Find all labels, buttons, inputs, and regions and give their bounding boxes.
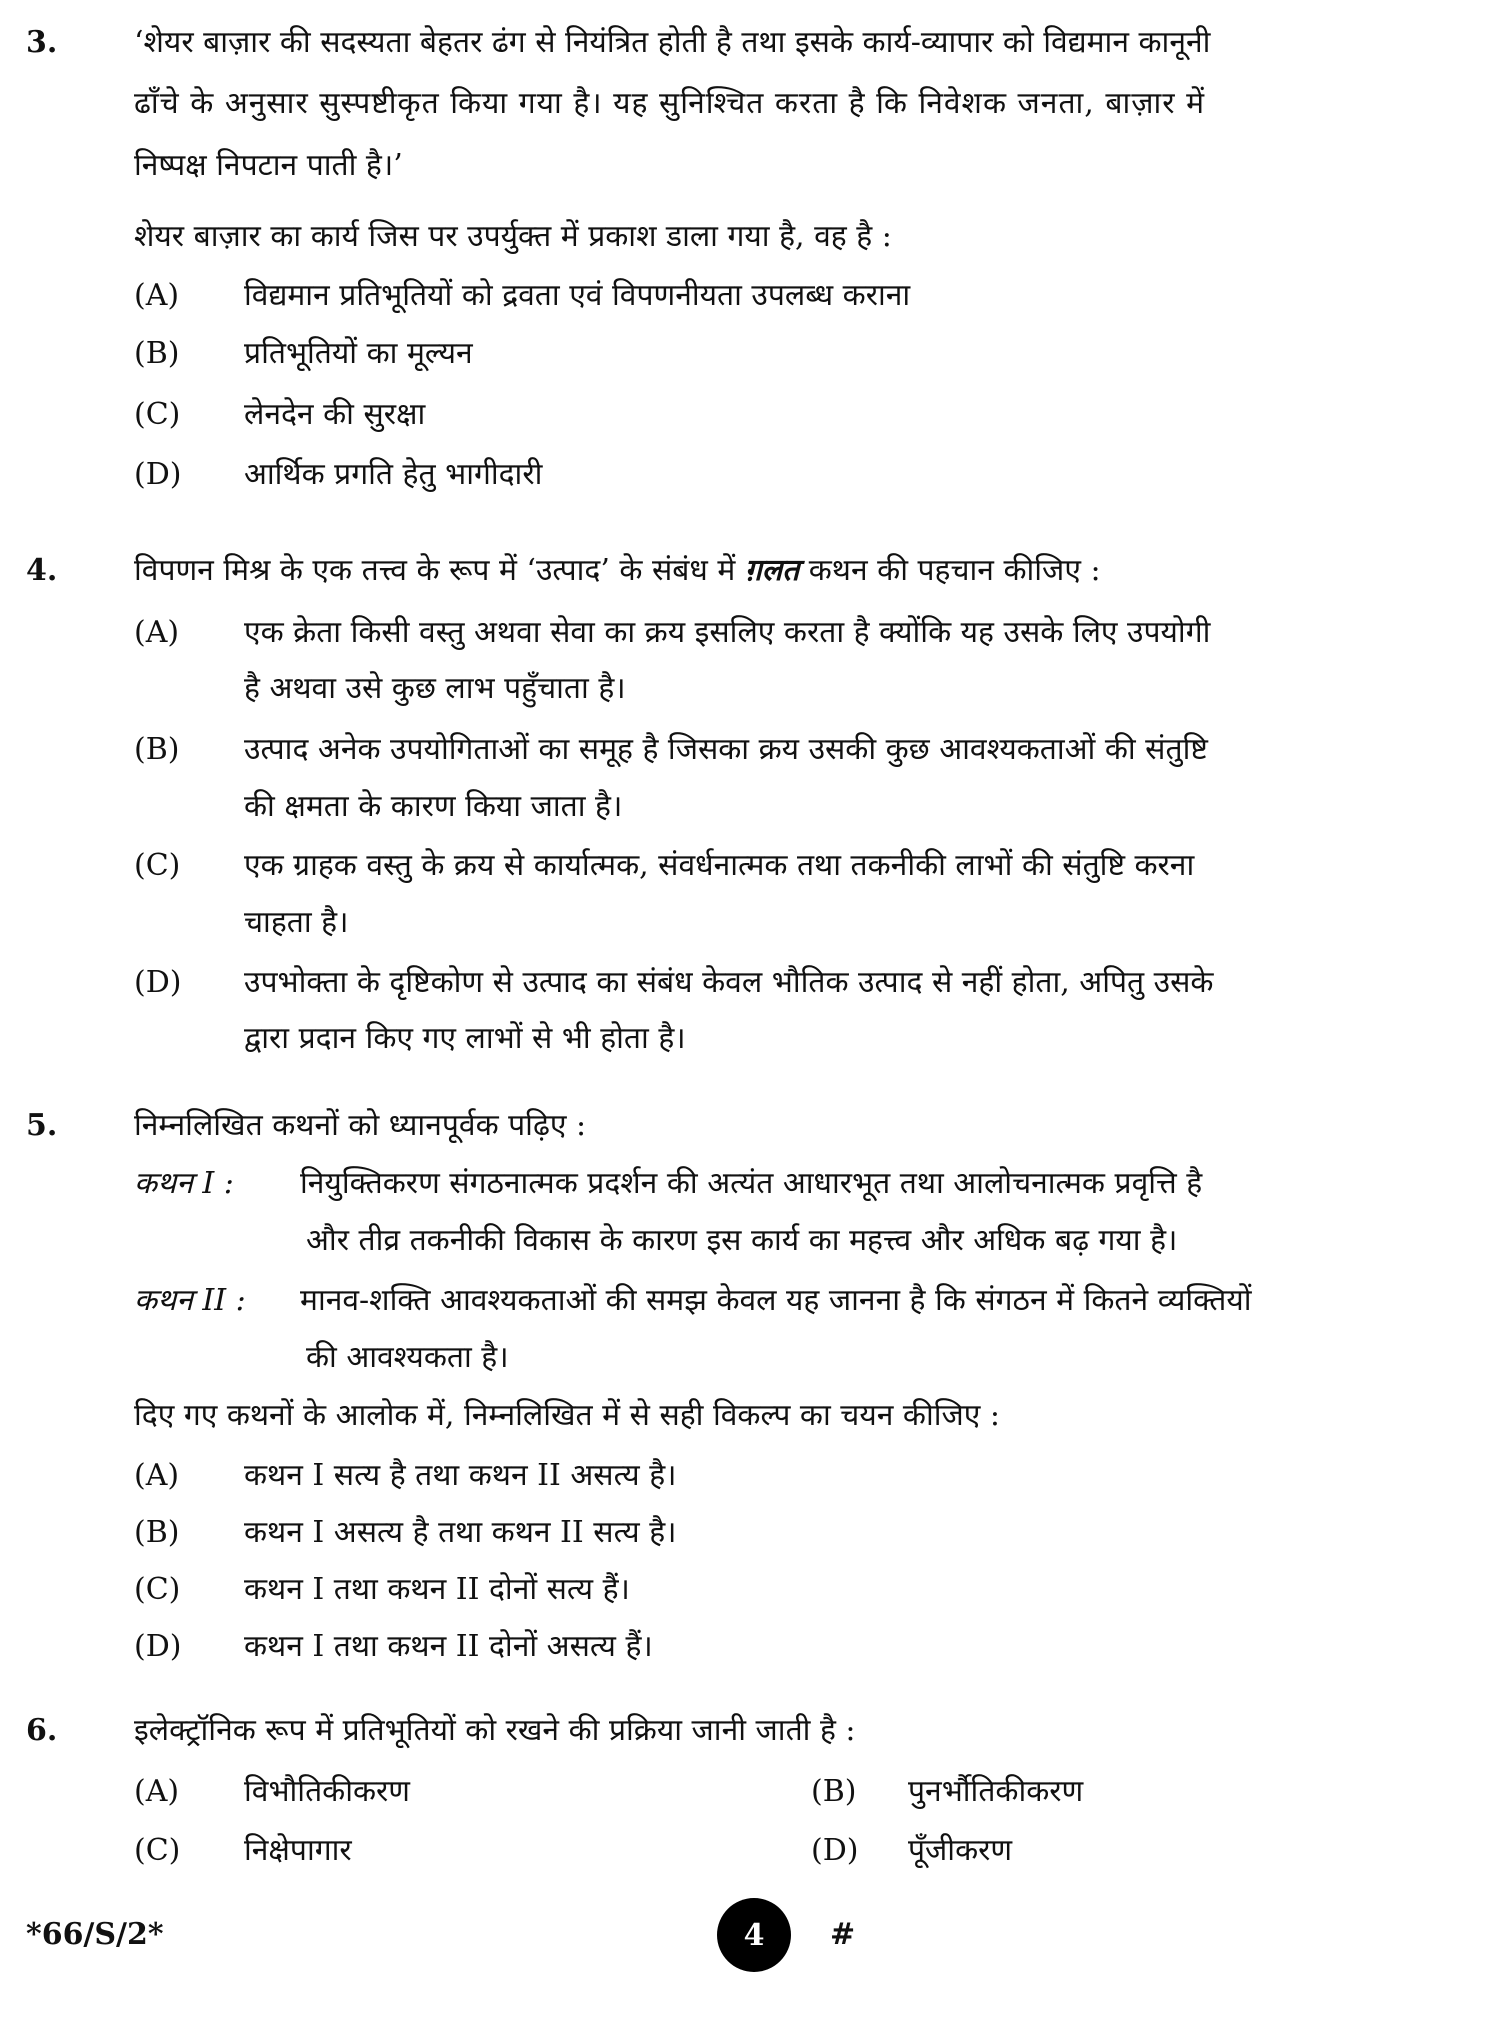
question-intro: निम्नलिखित कथनों को ध्यानपूर्वक पढ़िए : xyxy=(134,1108,587,1143)
question-number: 3. xyxy=(26,25,58,60)
stem-emphasis: ग़लत xyxy=(744,553,800,588)
option-text: विद्यमान प्रतिभूतियों को द्रवता एवं विपणनीयता उपलब्ध कराना xyxy=(244,278,911,313)
option-label: (B) xyxy=(134,732,180,767)
option-text: कथन I सत्य है तथा कथन II असत्य है। xyxy=(244,1458,677,1493)
statement-text-line: की आवश्यकता है। xyxy=(306,1340,509,1375)
question-stem xyxy=(134,551,1101,591)
option-label: (D) xyxy=(134,457,182,492)
statement-text-line: और तीव्र तकनीकी विकास के कारण इस कार्य का महत्त्व और अधिक बढ़ गया है। xyxy=(306,1223,1178,1258)
question-text-line: ‘शेयर बाज़ार की सदस्यता बेहतर ढंग से नियंत्रित होती है तथा इसके कार्य-व्यापार को विद्यमान कानूनी xyxy=(134,25,1211,60)
option-text: कथन I तथा कथन II दोनों सत्य हैं। xyxy=(244,1572,630,1607)
stem-before: विपणन मिश्र के एक तत्त्व के रूप में ‘उत्पाद’ के संबंध में xyxy=(134,553,745,588)
option-label: (D) xyxy=(134,965,182,1000)
option-label: (B) xyxy=(134,1515,180,1550)
option-label: (A) xyxy=(134,615,180,650)
option-text: कथन I असत्य है तथा कथन II सत्य है। xyxy=(244,1515,677,1550)
question-number: 6. xyxy=(26,1713,58,1748)
option-text: निक्षेपागार xyxy=(244,1833,352,1868)
option-label: (C) xyxy=(134,848,181,883)
option-label: (C) xyxy=(134,397,181,432)
option-label: (B) xyxy=(134,336,180,371)
option-text-line: एक क्रेता किसी वस्तु अथवा सेवा का क्रय इसलिए करता है क्योंकि यह उसके लिए उपयोगी xyxy=(244,615,1211,650)
option-label: (B) xyxy=(811,1774,857,1809)
option-label: (A) xyxy=(134,278,180,313)
question-stem: शेयर बाज़ार का कार्य जिस पर उपर्युक्त में प्रकाश डाला गया है, वह है : xyxy=(134,219,892,254)
question-text-line: ढाँचे के अनुसार सुस्पष्टीकृत किया गया है। यह सुनिश्चित करता है कि निवेशक जनता, बाज़ार में xyxy=(134,86,1206,121)
option-text: कथन I तथा कथन II दोनों असत्य हैं। xyxy=(244,1629,653,1664)
option-label: (D) xyxy=(134,1629,182,1664)
option-text-line: चाहता है। xyxy=(244,905,349,940)
question-text-line: निष्पक्ष निपटान पाती है।’ xyxy=(134,148,403,183)
option-text-line: उपभोक्ता के दृष्टिकोण से उत्पाद का संबंध केवल भौतिक उत्पाद से नहीं होता, अपितु उसके xyxy=(244,965,1214,1000)
option-text-line: है अथवा उसे कुछ लाभ पहुँचाता है। xyxy=(244,671,626,706)
option-label: (C) xyxy=(134,1572,181,1607)
page-number-badge xyxy=(717,1898,791,1972)
option-label: (C) xyxy=(134,1833,181,1868)
hash-mark: # xyxy=(830,1917,856,1952)
question-stem: इलेक्ट्रॉनिक रूप में प्रतिभूतियों को रखने की प्रक्रिया जानी जाती है : xyxy=(134,1713,856,1748)
statement-label: कथन I : xyxy=(134,1166,234,1201)
option-label: (D) xyxy=(811,1833,859,1868)
option-text: पुनर्भौतिकीकरण xyxy=(908,1774,1084,1809)
option-text-line: उत्पाद अनेक उपयोगिताओं का समूह है जिसका क्रय उसकी कुछ आवश्यकताओं की संतुष्टि xyxy=(244,732,1208,767)
option-label: (A) xyxy=(134,1774,180,1809)
option-text: लेनदेन की सुरक्षा xyxy=(244,397,426,432)
option-text-line: द्वारा प्रदान किए गए लाभों से भी होता है। xyxy=(244,1021,686,1056)
option-text-line: की क्षमता के कारण किया जाता है। xyxy=(244,789,623,824)
option-text-line: एक ग्राहक वस्तु के क्रय से कार्यात्मक, संवर्धनात्मक तथा तकनीकी लाभों की संतुष्टि करना xyxy=(244,848,1195,883)
question-number: 5. xyxy=(26,1108,58,1143)
page-number: 4 xyxy=(743,1917,765,1953)
question-number: 4. xyxy=(26,553,58,588)
statement-text-line: मानव-शक्ति आवश्यकताओं की समझ केवल यह जानना है कि संगठन में कितने व्यक्तियों xyxy=(300,1283,1252,1318)
option-text: प्रतिभूतियों का मूल्यन xyxy=(244,336,473,371)
statement-label: कथन II : xyxy=(134,1283,246,1318)
stem-after: कथन की पहचान कीजिए : xyxy=(799,553,1101,588)
option-text: विभौतिकीकरण xyxy=(244,1774,410,1809)
option-text: पूँजीकरण xyxy=(908,1833,1013,1868)
statement-text-line: नियुक्तिकरण संगठनात्मक प्रदर्शन की अत्यंत आधारभूत तथा आलोचनात्मक प्रवृत्ति है xyxy=(300,1166,1203,1201)
option-text: आर्थिक प्रगति हेतु भागीदारी xyxy=(244,457,543,492)
question-stem: दिए गए कथनों के आलोक में, निम्नलिखित में से सही विकल्प का चयन कीजिए : xyxy=(134,1398,1000,1433)
paper-code: *66/S/2* xyxy=(26,1917,164,1952)
option-label: (A) xyxy=(134,1458,180,1493)
